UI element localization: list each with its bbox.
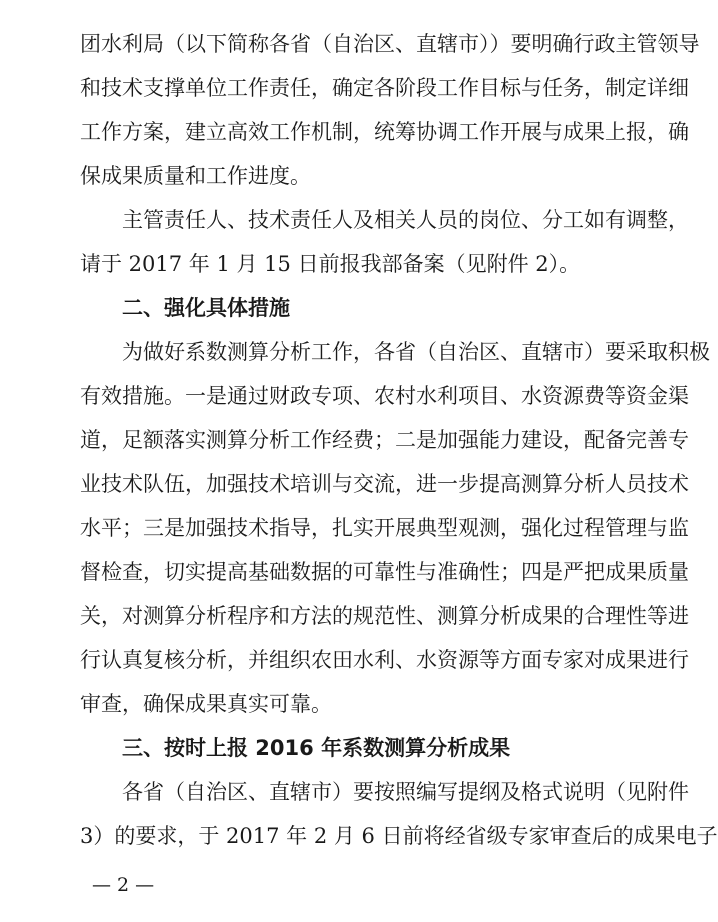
- body-line: 3）的要求，于 2017 年 2 月 6 日前将经省级专家审查后的成果电子: [80, 824, 718, 848]
- body-line: 关，对测算分析程序和方法的规范性、测算分析成果的合理性等进: [80, 604, 689, 628]
- body-line: 请于 2017 年 1 月 15 日前报我部备案（见附件 2）。: [80, 252, 581, 276]
- body-line: 水平；三是加强技术指导，扎实开展典型观测，强化过程管理与监: [80, 516, 689, 540]
- section-heading: 二、强化具体措施: [122, 296, 290, 320]
- body-line: 团水利局（以下简称各省（自治区、直辖市））要明确行政主管领导: [80, 32, 700, 56]
- body-line: 道，足额落实测算分析工作经费；二是加强能力建设，配备完善专: [80, 428, 689, 452]
- body-line: 和技术支撑单位工作责任，确定各阶段工作目标与任务，制定详细: [80, 76, 689, 100]
- body-line: 主管责任人、技术责任人及相关人员的岗位、分工如有调整，: [122, 208, 689, 232]
- body-line: 审查，确保成果真实可靠。: [80, 692, 332, 716]
- page-number: — 2 —: [92, 874, 155, 896]
- body-line: 为做好系数测算分析工作，各省（自治区、直辖市）要采取积极: [122, 340, 710, 364]
- body-line: 保成果质量和工作进度。: [80, 164, 311, 188]
- body-line: 行认真复核分析，并组织农田水利、水资源等方面专家对成果进行: [80, 648, 689, 672]
- section-heading: 三、按时上报 2016 年系数测算分析成果: [122, 736, 511, 760]
- body-line: 业技术队伍，加强技术培训与交流，进一步提高测算分析人员技术: [80, 472, 689, 496]
- body-line: 各省（自治区、直辖市）要按照编写提纲及格式说明（见附件: [122, 780, 689, 804]
- body-line: 督检查，切实提高基础数据的可靠性与准确性；四是严把成果质量: [80, 560, 689, 584]
- body-line: 工作方案，建立高效工作机制，统筹协调工作开展与成果上报，确: [80, 120, 689, 144]
- body-line: 有效措施。一是通过财政专项、农村水利项目、水资源费等资金渠: [80, 384, 689, 408]
